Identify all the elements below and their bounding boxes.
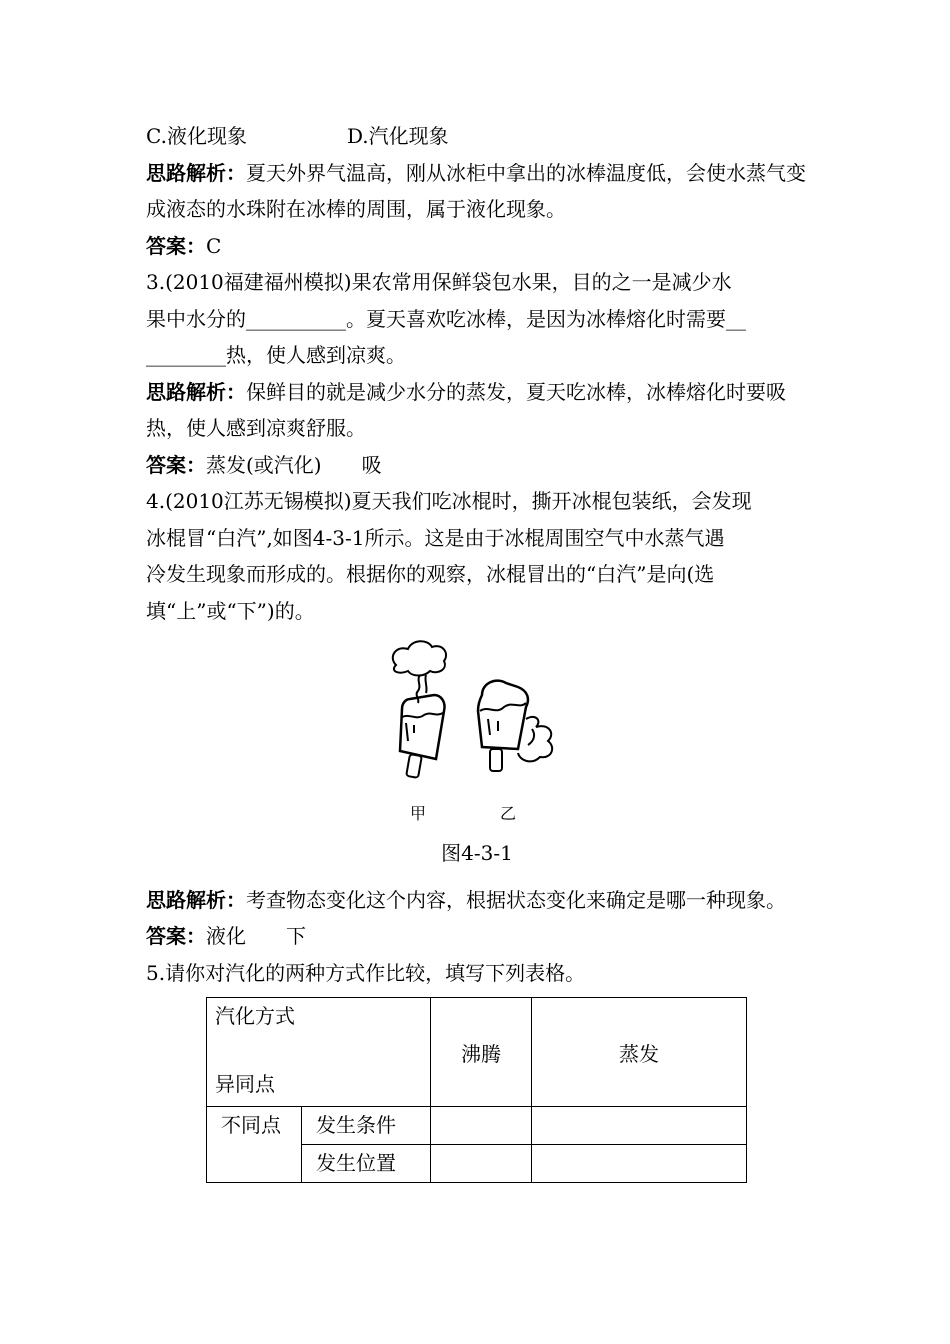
q3-stem-line3: ________热，使人感到凉爽。 xyxy=(146,343,406,367)
group-label-cell xyxy=(207,1107,302,1183)
label-jia: 甲 xyxy=(410,804,427,822)
q4-stem-line3: 冷发生现象而形成的。根据你的观察，冰棍冒出的“白汽”是向(选 xyxy=(146,562,715,586)
analysis-label: 思路解析： xyxy=(146,887,246,912)
q4-stem-line2: 冰棍冒“白汽”,如图4-3-1所示。这是由于冰棍周围空气中水蒸气遇 xyxy=(146,525,725,550)
header-boiling: 沸腾 xyxy=(431,998,532,1107)
row1-evaporation-cell[interactable] xyxy=(532,1107,747,1145)
analysis-text: 夏天外界气温高，刚从冰柜中拿出的冰棒温度低，会使水蒸气变成液态的水珠附在冰棒的周围，属于液化现象。 xyxy=(146,160,806,221)
q4-analysis xyxy=(146,882,808,919)
answer-text: C xyxy=(206,233,222,258)
q4-stem-line4: 填“上”或“下”)的。 xyxy=(146,598,315,623)
q2-answer xyxy=(146,228,808,265)
q2-analysis xyxy=(146,155,808,228)
q3-stem-line2: 果中水分的__________。夏天喜欢吃冰棒，是因为冰棒熔化时需要__ xyxy=(146,306,746,331)
popsicle-b-icon xyxy=(478,681,552,771)
row2-label-cell xyxy=(302,1145,431,1183)
analysis-label: 思路解析： xyxy=(146,379,246,404)
analysis-label: 思路解析： xyxy=(146,160,246,185)
row1-label-cell xyxy=(302,1107,431,1145)
popsicle-figure xyxy=(146,637,808,827)
header-corner-cell xyxy=(207,998,431,1107)
analysis-text: 考查物态变化这个内容，根据状态变化来确定是哪一种现象。 xyxy=(246,887,786,912)
document-body xyxy=(146,118,808,1183)
header-top-label: 汽化方式 xyxy=(215,1004,295,1028)
popsicle-a-icon xyxy=(393,641,446,778)
q5-stem: 5.请你对汽化的两种方式作比较，填写下列表格。 xyxy=(146,960,586,985)
label-yi: 乙 xyxy=(500,804,517,822)
q4-answer xyxy=(146,918,808,955)
comparison-table xyxy=(206,997,747,1183)
answer-label: 答案： xyxy=(146,452,206,477)
q2-options xyxy=(146,118,808,155)
header-bottom-label: 异同点 xyxy=(215,1072,275,1096)
answer-label: 答案： xyxy=(146,924,206,948)
analysis-text: 保鲜目的就是减少水分的蒸发，夏天吃冰棒，冰棒熔化时要吸热，使人感到凉爽舒服。 xyxy=(146,379,786,440)
q4-stem-line1: 4.(2010江苏无锡模拟)夏天我们吃冰棍时，撕开冰棍包装纸，会发现 xyxy=(146,489,752,513)
group-label: 不同点 xyxy=(221,1113,281,1137)
row1-label: 发生条件 xyxy=(316,1113,396,1137)
option-d: D.汽化现象 xyxy=(346,124,449,148)
row2-boiling-cell[interactable] xyxy=(431,1145,532,1183)
answer-text-b: 下 xyxy=(286,924,306,948)
row2-label: 发生位置 xyxy=(316,1151,396,1175)
q3-stem-line1: 3.(2010福建福州模拟)果农常用保鲜袋包水果，目的之一是减少水 xyxy=(146,270,732,294)
answer-text-a: 液化 xyxy=(206,924,246,948)
q3-analysis xyxy=(146,374,808,447)
option-c: C.液化现象 xyxy=(146,124,247,148)
row1-boiling-cell[interactable] xyxy=(431,1107,532,1145)
header-evaporation: 蒸发 xyxy=(532,998,747,1107)
popsicle-illustration xyxy=(386,637,566,822)
q3-answer xyxy=(146,447,808,484)
answer-text-b: 吸 xyxy=(361,452,382,477)
row2-evaporation-cell[interactable] xyxy=(532,1145,747,1183)
answer-label: 答案： xyxy=(146,233,206,258)
answer-text-a: 蒸发(或汽化) xyxy=(206,452,322,477)
figure-caption: 图4-3-1 xyxy=(441,841,513,865)
